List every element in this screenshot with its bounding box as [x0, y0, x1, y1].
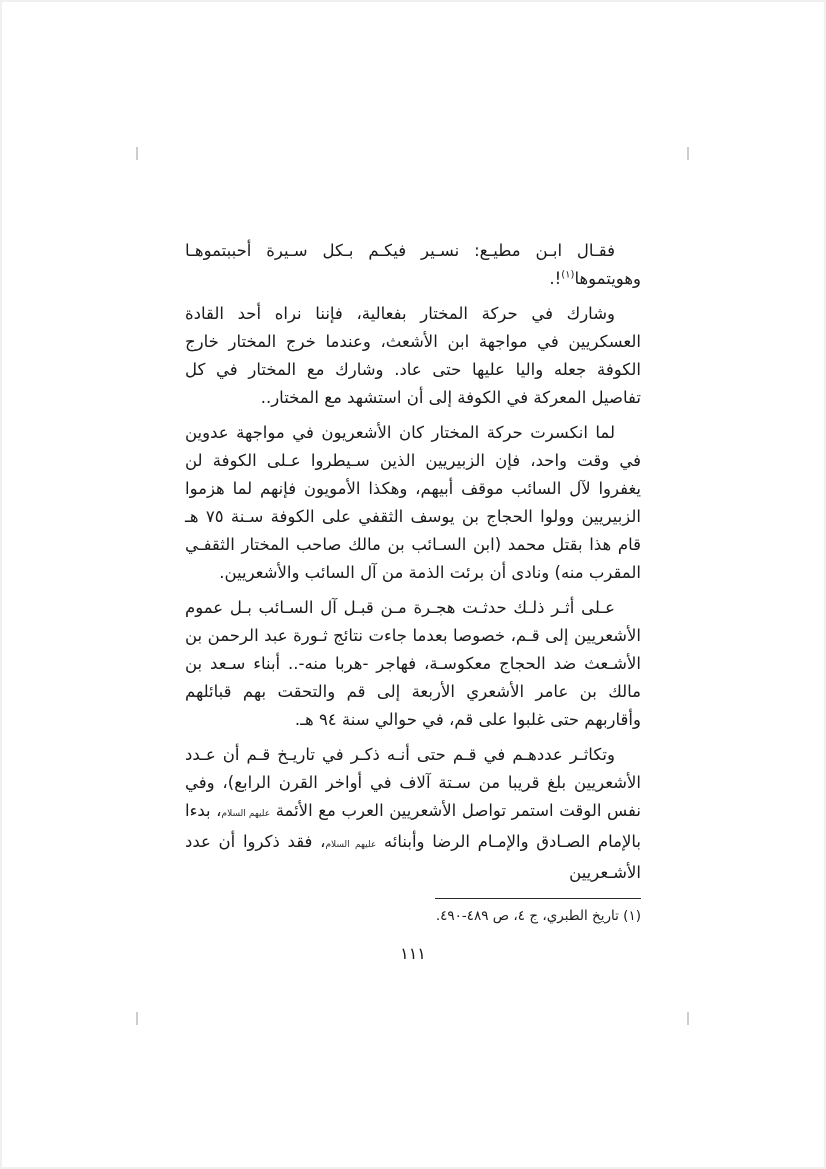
paragraph-text: ، فقد ذكروا أن عدد الأشـعريين [185, 832, 641, 882]
honorific-mark: عليهم السلام [221, 809, 271, 819]
footnote-separator [435, 898, 641, 899]
honorific-mark: عليهم السلام [325, 840, 377, 850]
footnote-text: (١) تاريخ الطبري، ج ٤، ص ٤٨٩-٤٩٠. [435, 908, 641, 924]
page-number: ١١١ [400, 944, 426, 963]
crop-mark-bottom-right [687, 1012, 689, 1025]
paragraph-text: عـلى أثـر ذلـك حدثـت هجـرة مـن قبـل آل السـائب بـل عموم الأشعريين إلى قـم، خصوصا بعدما جاءت نتائج ثـورة عبد الرحمن بن الأشـعث ضد الحجاج معكوسـة، فهاجر -هربا منه-.. أبناء سـعد بن مالك بن عامر الأشعري الأربعة إلى قم والتحقت بهم قبائلهم وأقاربهم حتى غلبوا على قم، في حوالي سنة ٩٤ هـ. [185, 598, 641, 729]
paragraph-text: فقـال ابـن مطيـع: نسـير فيكـم بـكل سـيرة أحببتموهـا وهويتموها [185, 241, 641, 288]
page-text-block [185, 237, 641, 926]
paragraph-1 [185, 237, 641, 293]
crop-mark-top-right [687, 147, 689, 160]
footnote-marker: (١) [561, 269, 575, 281]
paragraph-text: لما انكسرت حركة المختار كان الأشعريون في مواجهة عدوين في وقت واحد، فإن الزبيريين الذين سـيطروا عـلى الكوفة لن يغفروا لآل السائب موقف أبيهم، وهكذا الأمويون فإنهم لما هزموا الزبيريين وولوا الحجاج بن يوسف الثقفي على الكوفة سـنة ٧٥ هـ قام هذا بقتل محمد (ابن السـائب بن مالك صاحب المختار الثقفـي المقرب منه) ونادى أن برئت الذمة من آل السائب والأشعريين. [185, 423, 641, 582]
crop-mark-bottom-left [136, 1012, 138, 1025]
paragraph-text: وتكاثـر عددهـم في قـم حتى أنـه ذكـر في تاريـخ قـم أن عـدد الأشعريين بلغ قريبا من سـتة آلاف في أواخر القرن الرابع)، وفي نفس الوقت استمر تواصل الأشعريين العرب مع الأئمة [185, 745, 642, 820]
paragraph-3 [185, 419, 641, 587]
crop-mark-top-left [136, 147, 138, 160]
paragraph-text: وشارك في حركة المختار بفعالية، فإننا نراه أحد القادة العسكريين في مواجهة ابن الأشعث، وعندما خرج المختار خارج الكوفة جعله واليا عليها حتى عاد. وشارك مع المختار في كل تفاصيل المعركة في الكوفة إلى أن استشهد مع المختار.. [185, 304, 641, 407]
paragraph-4 [185, 594, 641, 734]
paragraph-text: ، بدءا بالإمام الصـادق والإمـام الرضا وأبنائه [185, 801, 641, 851]
paragraph-text: !. [549, 269, 562, 288]
paragraph-2 [185, 300, 641, 412]
paragraph-5 [185, 741, 641, 887]
